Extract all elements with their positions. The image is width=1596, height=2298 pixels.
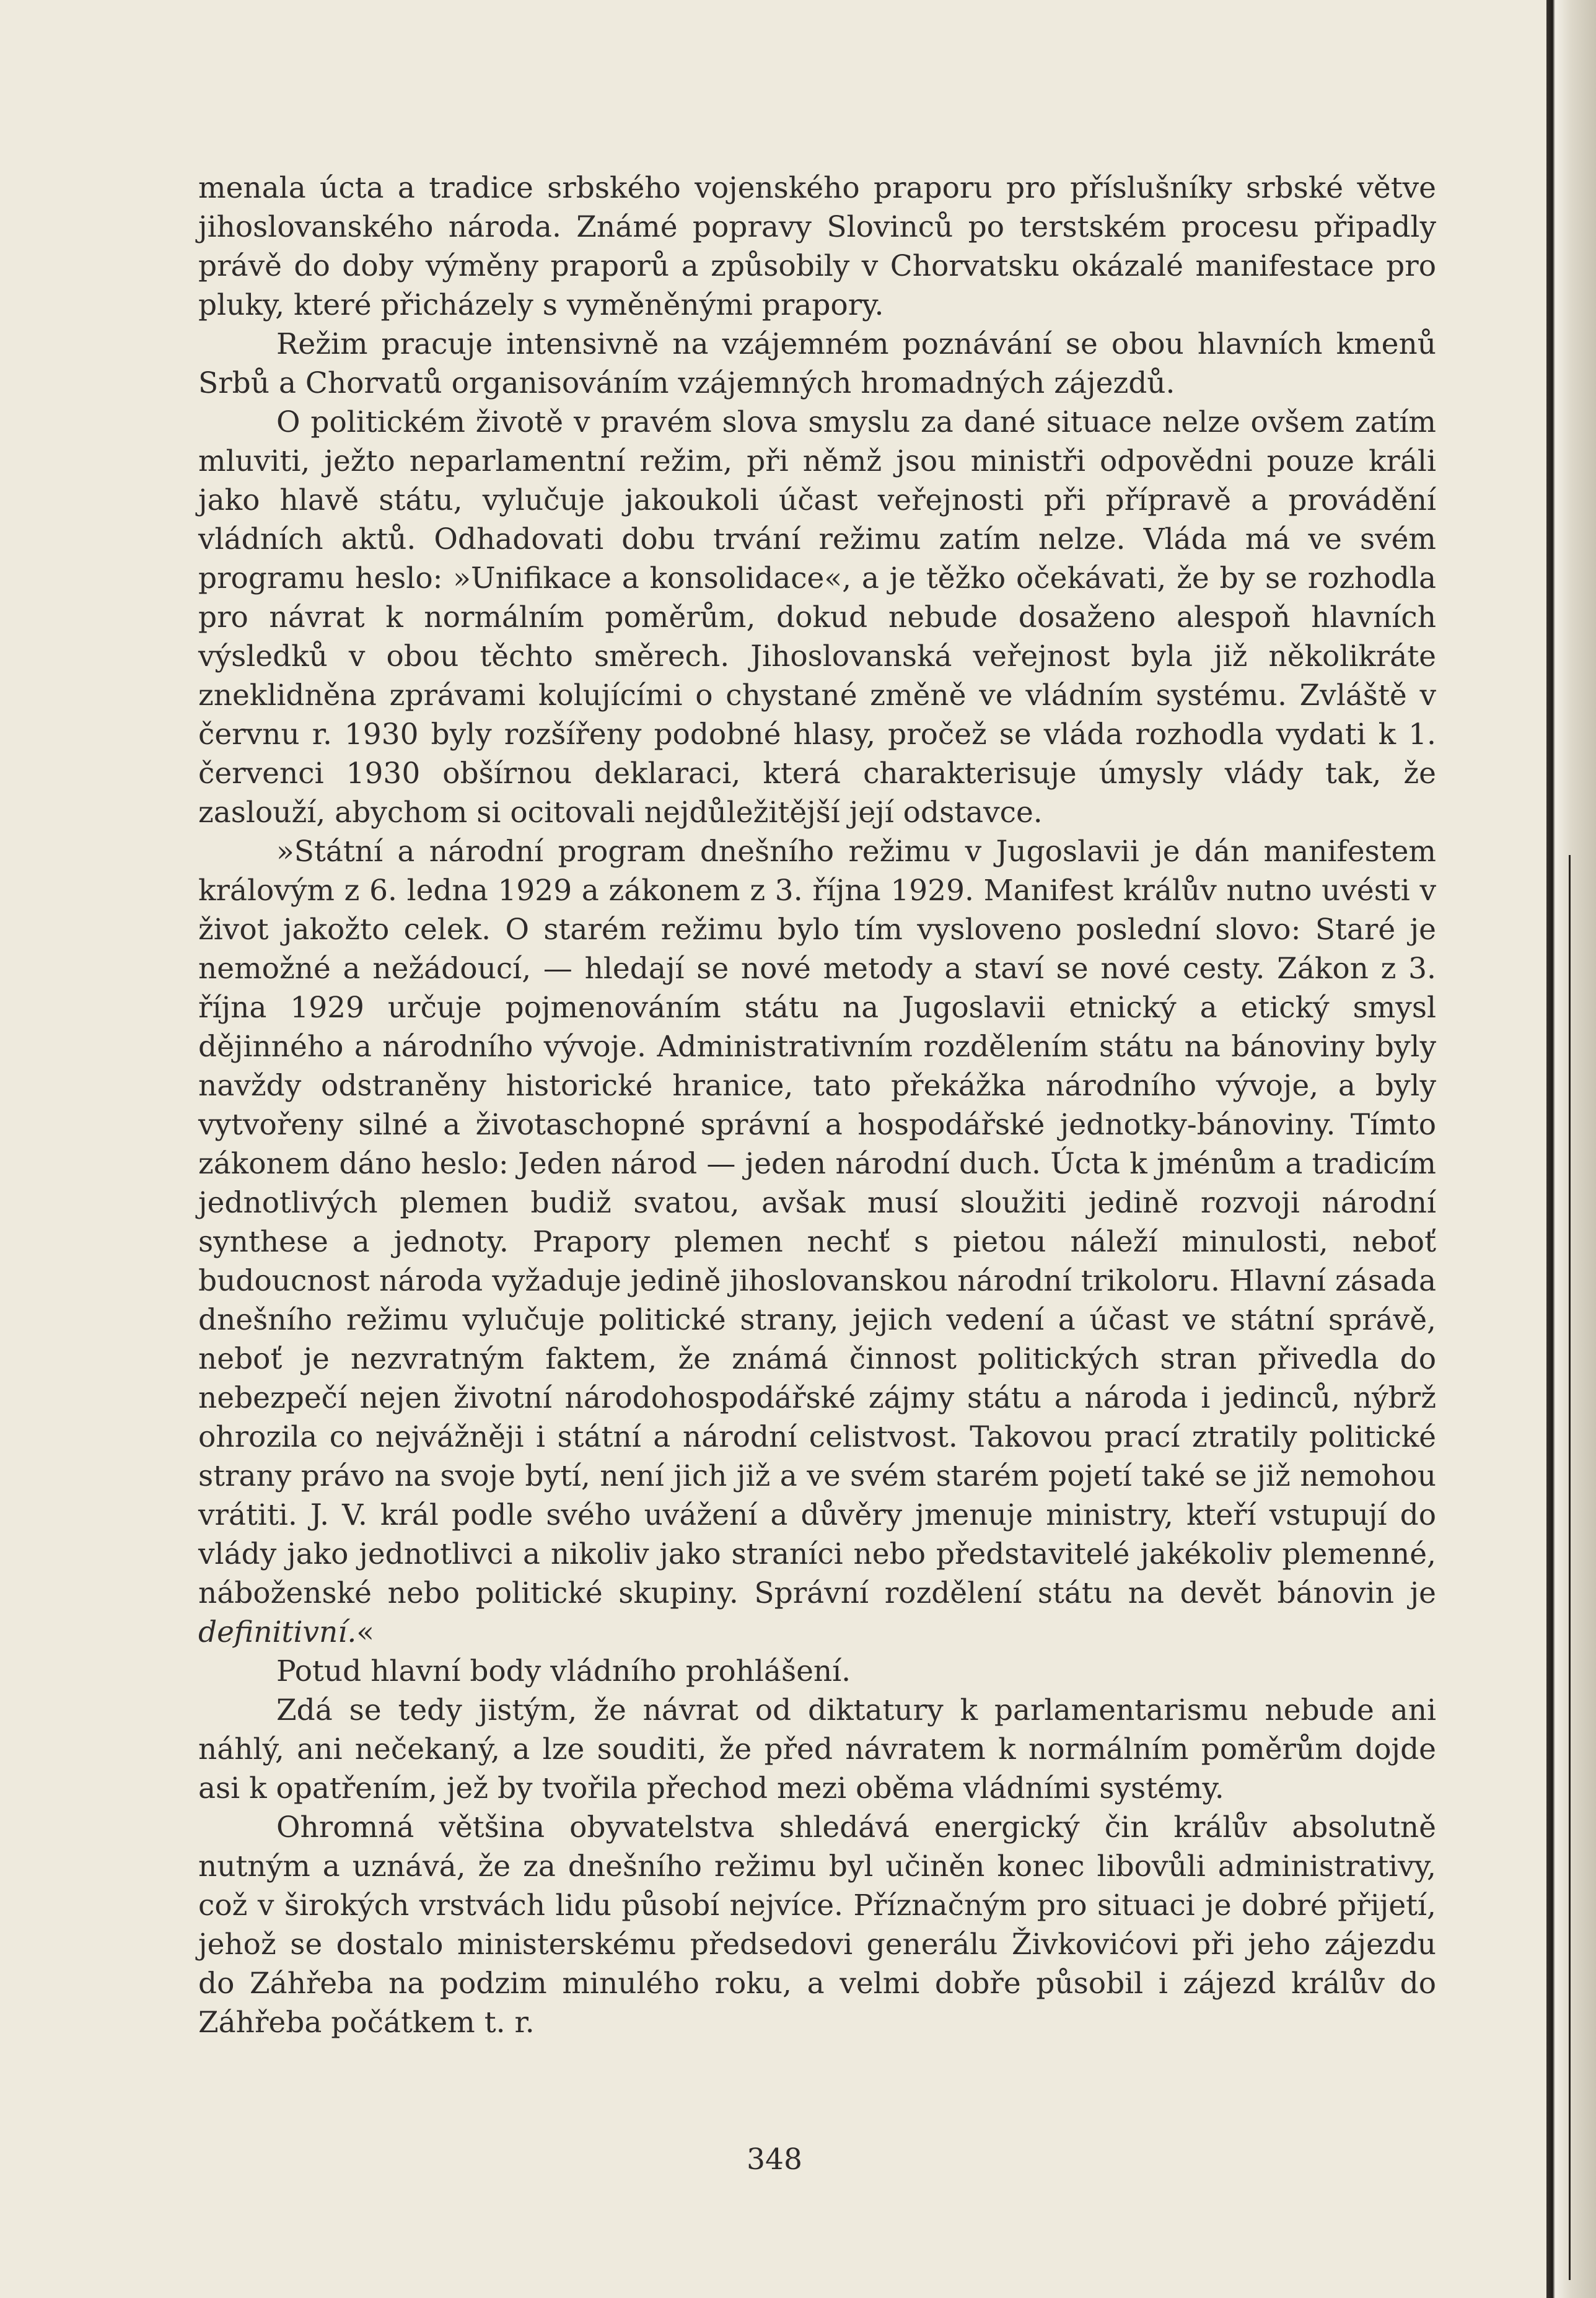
paragraph: Zdá se tedy jistým, že návrat od diktatury k parlamentarismu nebude ani náhlý, ani nečekaný, a lze souditi, že před návratem k normálním poměrům dojde asi k opatřením, jež by tvořila přechod mezi oběma vládními systémy. [198,1693,1436,1805]
emphasized-word: definitivní. [198,1615,357,1649]
quote-text: »Státní a národní program dnešního režimu v Jugoslavii je dán manifestem královým z 6. ledna 1929 a zákonem z 3. října 1929. Manifest králův nutno uvésti v život jakožto celek. O starém režimu bylo tím vysloveno poslední slovo: Staré je nemožné a nežádoucí, — hledají se nové metody a staví se nové cesty. Zákon z 3. října 1929 určuje pojmenováním státu na Jugoslavii etnický a etický smysl dějinného a národního vývoje. Administrativním rozdělením státu na bánoviny byly navždy odstraněny historické hranice, tato překážka národního vývoje, a byly vytvořeny silné a životaschopné správní a hospodářské jednotky-bánoviny. Tímto zákonem dáno heslo: Jeden národ — jeden národní duch. Úcta k jménům a tradicím jednotlivých plemen budiž svatou, avšak musí sloužiti jedině rozvoji národní synthese a jednoty. Prapory plemen nechť s pietou náleží minulosti, neboť budoucnost národa vyžaduje jedině jihoslovanskou národní trikoloru. Hlavní zásada dnešního režimu vylučuje politické strany, jejich vedení a účast ve státní správě, neboť je nezvratným faktem, že známá činnost politických stran přivedla do nebezpečí nejen životní národohospodářské zájmy státu a národa i jedinců, nýbrž ohrozila co nejvážněji i státní a národní celistvost. Takovou prací ztratily politické strany právo na svoje bytí, není jich již a ve svém starém pojetí také se již nemohou vrátiti. J. V. král podle svého uvážení a důvěry jmenuje ministry, kteří vstupují do vlády jako jednotlivci a nikoliv jako straníci nebo představitelé jakékoliv plemenné, náboženské nebo politické skupiny. Správní rozdělení státu na devět bánovin je [198,835,1436,1610]
quote-close-mark: « [356,1615,375,1649]
paragraph: Režim pracuje intensivně na vzájemném poznávání se obou hlavních kmenů Srbů a Chorvatů organisováním vzájemných hromadných zájezdů. [198,327,1436,400]
body-text [198,169,1436,2042]
paragraph: Ohromná většina obyvatelstva shledává energický čin králův absolutně nutným a uznává, že za dnešního režimu byl učiněn konec libovůli administrativy, což v širokých vrstvách lidu působí nejvíce. Příznačným pro situaci je dobré přijetí, jehož se dostalo ministerskému předsedovi generálu Živkovićovi při jeho zájezdu do Záhřeba na podzim minulého roku, a velmi dobře působil i zájezd králův do Záhřeba počátkem t. r. [198,1810,1436,2040]
paragraph-continued: menala úcta a tradice srbského vojenského praporu pro příslušníky srbské větve jihoslovanského národa. Známé popravy Slovinců po terstském procesu připadly právě do doby výměny praporů a způsobily v Chorvatsku okázalé manifestace pro pluky, které přicházely s vyměněnými prapory. [198,171,1436,322]
page-number: 348 [747,2142,802,2177]
paragraph: O politickém životě v pravém slova smyslu za dané situace nelze ovšem zatím mluviti, ježto neparlamentní režim, při němž jsou ministři odpovědni pouze králi jako hlavě státu, vylučuje jakoukoli účast veřejnosti při přípravě a provádění vládních aktů. Odhadovati dobu trvání režimu zatím nelze. Vláda má ve svém programu heslo: »Unifikace a konsolidace«, a je těžko očekávati, že by se rozhodla pro návrat k normálním poměrům, dokud nebude dosaženo alespoň hlavních výsledků v obou těchto směrech. Jihoslovanská veřejnost byla již několikráte zneklidněna zprávami kolujícími o chystané změně ve vládním systému. Zvláště v červnu r. 1930 byly rozšířeny podobné hlasy, pročež se vláda rozhodla vydati k 1. červenci 1930 obšírnou deklaraci, která charakterisuje úmysly vlády tak, že zaslouží, abychom si ocitovali nejdůležitější její odstavce. [198,405,1436,830]
paragraph: Potud hlavní body vládního prohlášení. [276,1654,851,1688]
quoted-declaration [198,832,1436,1652]
page-edge [1546,0,1596,2298]
